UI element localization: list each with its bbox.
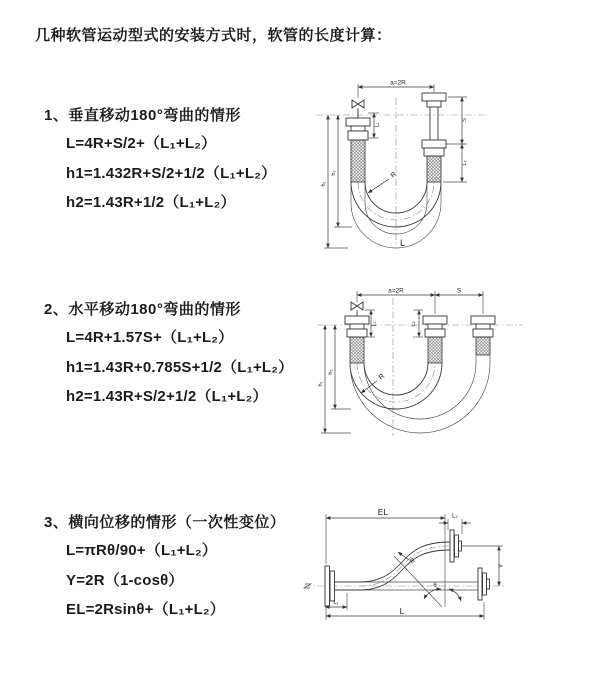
dim-label-a2r: a=2R [388,287,404,295]
dim-label-l1: L₁ [374,122,381,128]
dim-label-l2: L₂ [410,321,417,327]
formula-list [44,129,276,218]
radius-label-r: R [408,557,417,566]
dim-label-l2: L₂ [452,513,458,520]
formula-line: EL=2Rsinθ+（L₁+L₂） [66,601,225,618]
section-vertical-movement [44,104,276,218]
diagram-lateral-displacement [298,504,510,644]
formula-line: h1=1.43R+0.785S+1/2（L₁+L₂） [66,358,294,376]
section-heading: 1、垂直移动180°弯曲的情形 [44,107,241,124]
section-lateral-displacement [44,511,285,625]
dim-label-l1: L₁ [371,321,378,327]
radius-label-r: R [389,170,399,180]
dim-label-h1: h₁ [321,181,327,187]
section-heading: 3、横向位移的情形（一次性变位） [44,514,286,531]
braided-hose-section [427,156,441,182]
length-label-l: L [399,606,405,616]
diagram-horizontal-180-bend [315,284,530,448]
valve-icon [351,302,363,310]
dim-label-l2: L₂ [462,160,468,166]
formula-line: L=πRθ/90+（L₁+L₂） [66,542,218,559]
dim-label-h2: h₂ [328,369,334,375]
dim-label-l1: L₁ [333,600,339,606]
dim-label-s: S [456,287,462,295]
formula-line: Y=2R（1-cosθ） [66,571,184,589]
formula-list [44,323,293,412]
dim-label-s: S [462,118,468,122]
formula-line: h2=1.43R+1/2（L₁+L₂） [66,194,236,211]
braided-hose-section [351,140,365,182]
angle-label-theta: θ [433,583,437,589]
dim-label-h2: h₂ [331,170,337,176]
formula-line: h2=1.43R+S/2+1/2（L₁+L₂） [66,388,268,405]
section-heading: 2、水平移动180°弯曲的情形 [44,301,241,318]
formula-list [44,536,285,625]
hose-fitting-fixed [345,316,369,363]
radius-label-r: R [377,372,387,382]
formula-line: L=4R+S/2+（L₁+L₂） [66,135,217,152]
dim-label-el: EL [377,507,389,517]
hose-fitting-position2 [471,316,495,355]
length-label-l: L [400,238,406,248]
section-horizontal-movement [44,298,293,412]
dim-label-h1: h₁ [318,381,324,387]
hose-fitting-position1 [423,316,447,363]
formula-line: L=4R+1.57S+（L₁+L₂） [66,329,234,346]
diagram-vertical-180-bend [310,76,510,258]
formula-line: h1=1.432R+S/2+1/2（L₁+L₂） [66,164,277,182]
dim-label-a2r: a=2R [390,79,406,87]
page-title: 几种软管运动型式的安装方式时，软管的长度计算： [35,27,392,44]
valve-icon [352,100,364,108]
dim-label-y: Y [498,563,505,569]
